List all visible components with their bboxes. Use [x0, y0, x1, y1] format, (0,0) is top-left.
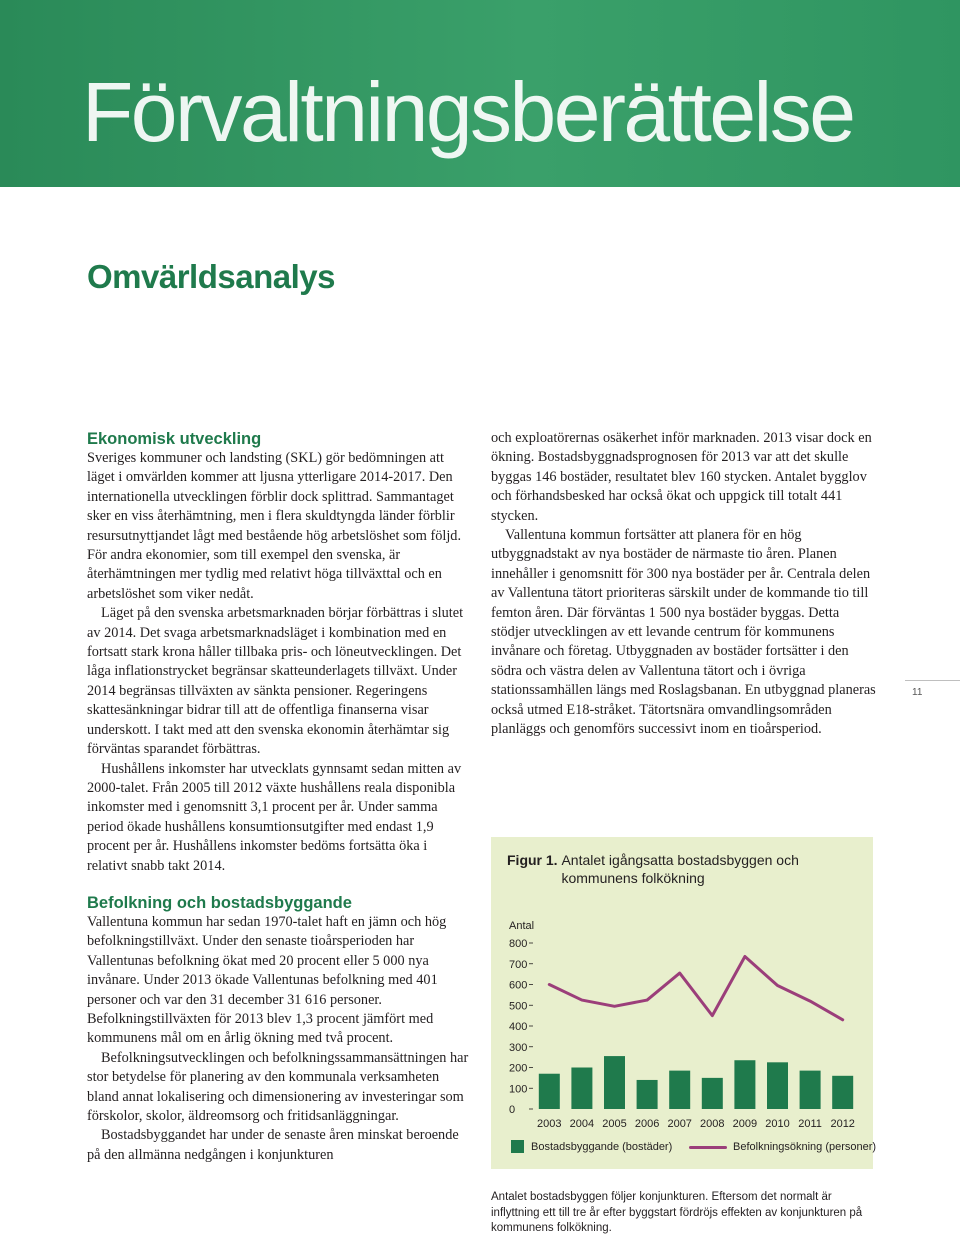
y-tick-label: 600 — [509, 979, 528, 992]
paragraph: Hushållens inkomster har utvecklats gynnsamt sedan mitten av 2000-talet. Från 2005 till 2012 växte hushållens reala disponibla inkomster med i genomsnitt 3,1 procent per år. Under samma period ökade hushållens konsumtionsutgifter med endast 1,9 procent per år. Hushållens inkomster bedöms fortsätta öka i relativt snabb takt 2014. — [87, 760, 462, 874]
x-tick-label: 2008 — [700, 1118, 725, 1130]
bar-2006 — [637, 1080, 658, 1109]
x-tick-label: 2005 — [602, 1118, 627, 1130]
heading-economic-development: Ekonomisk utveckling — [87, 430, 262, 448]
bar-2005 — [604, 1056, 625, 1109]
legend-bar-label: Bostadsbyggande (bostäder) — [531, 1141, 673, 1153]
bar-2003 — [539, 1074, 560, 1109]
x-tick-label: 2006 — [634, 1118, 660, 1130]
heading-population: Befolkning och bostadsbyggande — [87, 893, 352, 912]
x-tick-label: 2003 — [537, 1118, 562, 1130]
bar-2008 — [702, 1078, 723, 1109]
y-tick-label: 300 — [509, 1041, 528, 1054]
y-tick-label: 100 — [509, 1083, 528, 1096]
bar-2010 — [767, 1062, 788, 1109]
header-banner — [0, 0, 960, 187]
legend-bar-swatch — [511, 1140, 524, 1153]
figure-1 — [491, 837, 877, 1169]
paragraph: och exploatörernas osäkerhet inför marknaden. 2013 visar dock en ökning. Bostadsbyggnadsprognosen för 2013 var att det skulle byggas 146 bostäder, resultatet blev 160 stycken. Antalet bygglov och förhandsbesked har också ökat och uppgick till totalt 441 stycken. — [491, 430, 872, 524]
paragraph: Sveriges kommuner och landsting (SKL) gör bedömningen att läget i omvärlden kommer att ljusna ytterligare 2014-2017. Den internationella utvecklingen förblir dock splittrad. Sammantaget sker en viss återhämtning, men i flera skuldtyngda länder förblir resursutnyttjandet lågt med bestående hög arbetslöshet som följd. För andra ekonomier, som till exempel den svenska, är återhämtningen mer tydlig med relativt höga tillväxttal och en arbetslöshet som viker nedåt. — [87, 450, 462, 602]
bar-2007 — [669, 1071, 690, 1109]
legend-line-label: Befolkningsökning (personer) — [733, 1141, 877, 1153]
bar-2012 — [832, 1076, 853, 1109]
paragraph: Befolkningsutvecklingen och befolkningssammansättningen har stor betydelse för planering av den kommunala verksamheten bland annat lokalisering och dimensionering av investeringar som förskolor, skolor, äldreomsorg och fritidsanläggningar. — [87, 1049, 469, 1124]
chart — [491, 837, 873, 1137]
left-column — [87, 429, 469, 1165]
y-tick-label: 200 — [509, 1062, 528, 1075]
right-column — [491, 429, 876, 740]
y-tick-label: 800 — [509, 938, 528, 950]
x-tick-label: 2007 — [667, 1118, 692, 1130]
y-tick-label: 700 — [509, 958, 528, 971]
x-tick-label: 2004 — [569, 1118, 595, 1130]
x-tick-label: 2010 — [765, 1118, 790, 1130]
x-tick-label: 2012 — [830, 1118, 855, 1130]
chapter-title: Förvaltningsberättelse — [82, 65, 854, 159]
paragraph: Läget på den svenska arbetsmarknaden börjar förbättras i slutet av 2014. Det svaga arbetsmarknadsläget i kombination med en fortsatt stark krona håller tillbaka pris- och löneutvecklingen. Det låga inflationstrycket begränsar skatteunderlagets tillväxt. Under 2014 begränsas tillväxten av sänkta pensioner. Regeringens skattesänkningar bidrar till att de offentliga finanserna visar underskott. I takt med att den svenska ekonomin återhämtar sig förväntas sparandet förbättras. — [87, 605, 464, 758]
y-tick-label: 0 — [509, 1104, 516, 1116]
y-tick-label: 500 — [509, 1000, 528, 1013]
y-tick-label: 400 — [509, 1021, 528, 1033]
legend-line-swatch — [689, 1146, 727, 1149]
figure-caption-text: Antalet igångsatta bostadsbyggen och kommunens folkökning — [561, 852, 799, 886]
page-number-rule — [905, 680, 960, 681]
figure-note: Antalet bostadsbyggen följer konjunkturen. Eftersom det normalt är inflyttning ett till tre år efter byggstart fördröjs effekten av konjunkturen på kommunens folkökning. — [491, 1191, 863, 1234]
x-tick-label: 2011 — [798, 1118, 822, 1130]
bar-2004 — [571, 1068, 592, 1110]
population-line — [549, 956, 842, 1019]
paragraph: Bostadsbyggandet har under de senaste åren minskat beroende på den allmänna nedgången i konjunkturen — [87, 1127, 459, 1163]
paragraph: Vallentuna kommun fortsätter att planera för en hög utbyggnadstakt av nya bostäder de närmaste tio åren. Planen innehåller i genomsnitt för 300 nya bostäder per år. Centrala delen av Vallentuna tätort prioriteras särskilt under de kommande tio till femton åren. Där förväntas 1 500 nya bostäder byggas. Detta stödjer utvecklingen av ett levande centrum för kommunens invånare och företag. Utbyggnaden av bostäder fortsätter i den södra och västra delen av Vallentuna tätort och i övriga stationssamhällen längs med Roslagsbanan. En utbyggnad planeras också utmed E18-stråket. Tätortsnära omvandlingsområden planläggs och genomförs successivt inom en tioårsperiod. — [491, 527, 876, 738]
figure-label: Figur 1. — [507, 852, 558, 868]
section-title: Omvärldsanalys — [87, 258, 335, 295]
page-number: 11 — [912, 687, 923, 698]
paragraph: Vallentuna kommun har sedan 1970-talet haft en jämn och hög befolkningstillväxt. Under den senaste tioårsperioden har Vallentunas befolkning ökat med 20 procent eller 5 000 nya invånare. Under 2013 ökade Vallentunas befolkning med 401 personer och var den 31 december 31 616 personer. Befolkningstillväxten för 2013 blev 1,3 procent jämfört med kommunens mål om en årlig ökning med två procent. — [87, 913, 447, 1047]
y-axis-label: Antal — [509, 920, 535, 932]
bar-2011 — [800, 1071, 821, 1109]
x-tick-label: 2009 — [732, 1118, 758, 1130]
bar-2009 — [734, 1060, 755, 1109]
